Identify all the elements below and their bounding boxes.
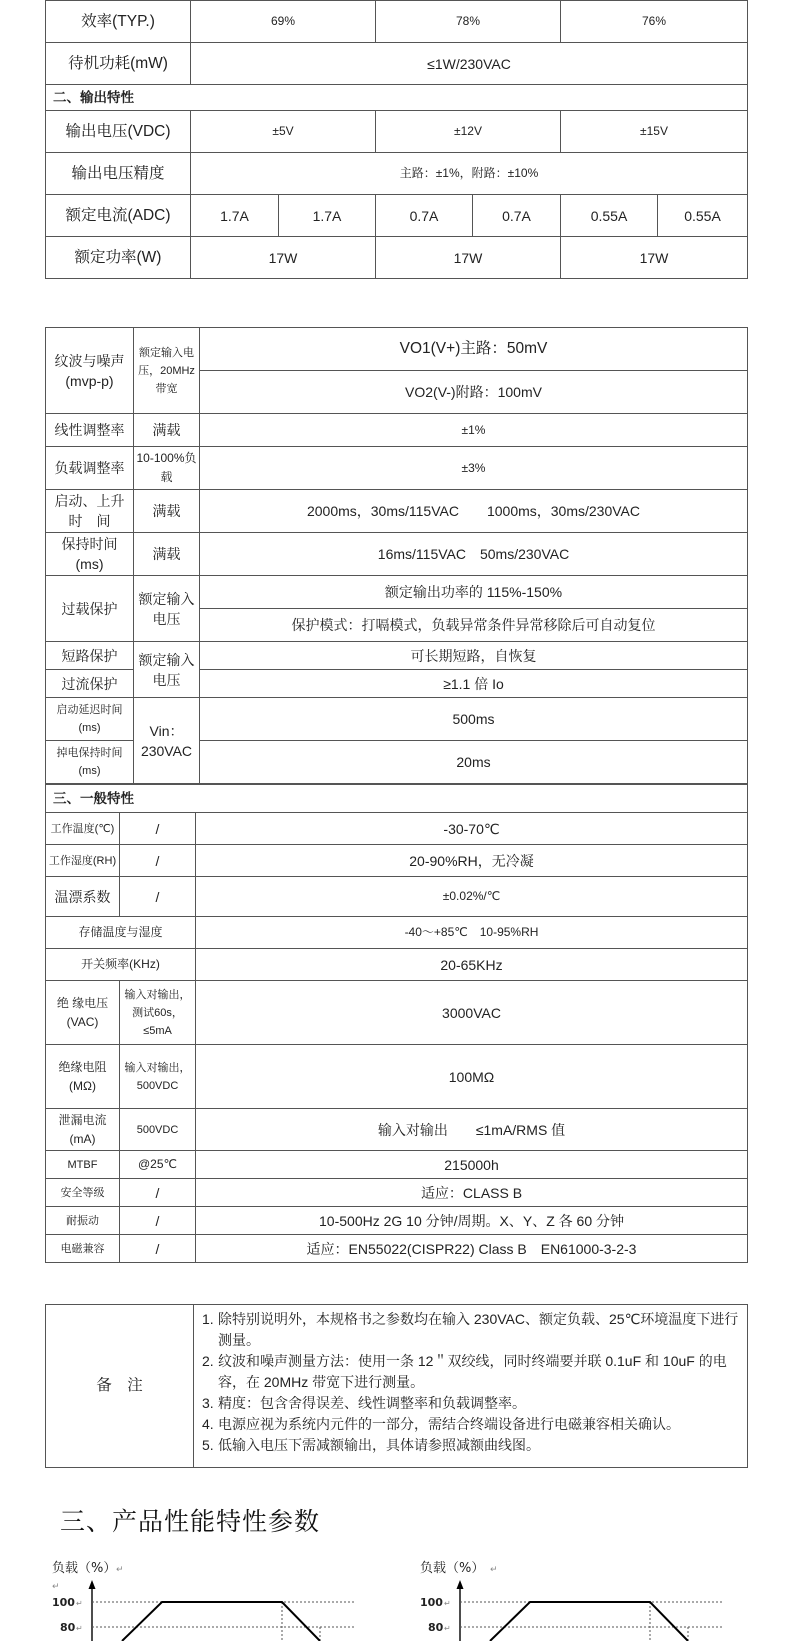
switching-frequency-label: 开关频率(KHz)	[46, 949, 196, 981]
line-regulation-value: ±1%	[200, 414, 748, 447]
storage-temp-humidity-value: -40～+85℃ 10-95%RH	[196, 917, 748, 949]
short-circuit-label: 短路保护	[46, 642, 134, 670]
overload-threshold-value: 额定输出功率的 115%-150%	[200, 576, 748, 609]
operating-humidity-label: 工作湿度(RH)	[46, 845, 120, 877]
y-tick-mark: ↵	[76, 1599, 83, 1608]
hold-time-label: 保持时间(ms)	[46, 533, 134, 576]
overload-protection-label: 过载保护	[46, 576, 134, 642]
chart-y-axis-arrow	[89, 1580, 96, 1589]
isolation-resistance-value: 100MΩ	[196, 1045, 748, 1109]
notes-table	[45, 1304, 748, 1468]
derating-chart-right	[418, 1554, 748, 1641]
isolation-voltage-label: 绝 缘电压(VAC)	[46, 981, 120, 1045]
derating-curve	[122, 1602, 320, 1641]
operating-humidity-value: 20-90%RH，无冷凝	[196, 845, 748, 877]
efficiency-label: 效率(TYP.)	[46, 1, 191, 43]
y-tick-label: 100	[52, 1596, 75, 1609]
startup-delay-value: 500ms	[200, 698, 748, 741]
overcurrent-value: ≥1.1 倍 Io	[200, 670, 748, 698]
chart-title: 负载（%）	[52, 1561, 117, 1576]
note-item: 5. 低输入电压下需减额输出，具体请参照减额曲线图。	[202, 1437, 540, 1453]
rated-current-value: 1.7A	[279, 195, 376, 237]
vibration-condition: /	[120, 1207, 196, 1235]
spec-table-output	[45, 0, 748, 279]
y-tick-mark: ↵	[444, 1599, 451, 1608]
rated-power-label: 额定功率(W)	[46, 237, 191, 279]
y-tick-mark: ↵	[76, 1624, 83, 1633]
safety-class-value: 适应：CLASS B	[196, 1179, 748, 1207]
spec-table-protection	[45, 327, 748, 784]
rated-current-value: 1.7A	[191, 195, 279, 237]
leakage-current-label: 泄漏电流(mA)	[46, 1109, 120, 1151]
hold-time-condition: 满载	[134, 533, 200, 576]
emc-value: 适应：EN55022(CISPR22) Class B EN61000-3-2-3	[196, 1235, 748, 1263]
rated-current-value: 0.7A	[376, 195, 473, 237]
switching-frequency-value: 20-65KHz	[196, 949, 748, 981]
leakage-current-condition: 500VDC	[120, 1109, 196, 1151]
operating-temp-label: 工作温度(℃)	[46, 813, 120, 845]
power-down-hold-value: 20ms	[200, 741, 748, 784]
protection-condition: 额定输入电压	[134, 642, 200, 698]
short-circuit-value: 可长期短路，自恢复	[200, 642, 748, 670]
derating-curve	[490, 1602, 688, 1641]
isolation-resistance-label: 绝缘电阻(MΩ)	[46, 1045, 120, 1109]
overload-protection-condition: 额定输入电压	[134, 576, 200, 642]
emc-label: 电磁兼容	[46, 1235, 120, 1263]
power-down-hold-label: 掉电保持时间(ms)	[46, 741, 134, 784]
overcurrent-label: 过流保护	[46, 670, 134, 698]
line-regulation-label: 线性调整率	[46, 414, 134, 447]
rated-power-12v: 17W	[376, 237, 561, 279]
note-item: 2. 纹波和噪声测量方法：使用一条 12＂双绞线，同时终端要并联 0.1uF 和 10uF 的电容，在 20MHz 带宽下进行测量。	[202, 1353, 727, 1390]
mtbf-label: MTBF	[46, 1151, 120, 1179]
output-voltage-5v: ±5V	[191, 111, 376, 153]
voltage-accuracy-value: 主路：±1%，附路：±10%	[191, 153, 748, 195]
rise-time-value: 2000ms，30ms/115VAC 1000ms，30ms/230VAC	[200, 490, 748, 533]
temp-coefficient-value: ±0.02%/℃	[196, 877, 748, 917]
vibration-value: 10-500Hz 2G 10 分钟/周期。X、Y、Z 各 60 分钟	[196, 1207, 748, 1235]
efficiency-value-15v: 76%	[561, 1, 748, 43]
isolation-resistance-condition: 输入对输出，500VDC	[120, 1045, 196, 1109]
line-regulation-condition: 满载	[134, 414, 200, 447]
rated-current-value: 0.55A	[561, 195, 658, 237]
rated-current-label: 额定电流(ADC)	[46, 195, 191, 237]
standby-power-label: 待机功耗(mW)	[46, 43, 191, 85]
section-output-header: 二、输出特性	[46, 85, 748, 111]
notes-content	[194, 1305, 748, 1468]
ripple-noise-aux: VO2(V-)附路：100mV	[200, 371, 748, 414]
chart-title: 负载（%）	[420, 1561, 485, 1576]
load-regulation-value: ±3%	[200, 447, 748, 490]
hold-time-value: 16ms/115VAC 50ms/230VAC	[200, 533, 748, 576]
safety-class-condition: /	[120, 1179, 196, 1207]
output-voltage-15v: ±15V	[561, 111, 748, 153]
y-tick-label: 80	[428, 1621, 444, 1634]
vibration-label: 耐振动	[46, 1207, 120, 1235]
isolation-voltage-value: 3000VAC	[196, 981, 748, 1045]
leakage-current-value: 输入对输出 ≤1mA/RMS 值	[196, 1109, 748, 1151]
section-general-header: 三、一般特性	[46, 785, 748, 813]
startup-delay-label: 启动延迟时间(ms)	[46, 698, 134, 741]
derating-chart-svg	[418, 1554, 748, 1641]
rated-current-value: 0.55A	[658, 195, 748, 237]
notes-label: 备 注	[46, 1305, 194, 1468]
chart-title-mark: ↵	[490, 1565, 498, 1575]
vin-condition: Vin：230VAC	[134, 698, 200, 784]
standby-power-value: ≤1W/230VAC	[191, 43, 748, 85]
chart-title-mark: ↵	[116, 1565, 124, 1575]
voltage-accuracy-label: 输出电压精度	[46, 153, 191, 195]
load-regulation-condition: 10-100%负载	[134, 447, 200, 490]
output-voltage-12v: ±12V	[376, 111, 561, 153]
efficiency-value-5v: 69%	[191, 1, 376, 43]
section-performance-heading: 三、产品性能特性参数	[60, 1507, 321, 1536]
note-item: 4. 电源应视为系统内元件的一部分，需结合终端设备进行电磁兼容相关确认。	[202, 1416, 680, 1432]
rise-time-label: 启动、上升时 间	[46, 490, 134, 533]
y-tick-mark: ↵	[444, 1624, 451, 1633]
ripple-noise-main: VO1(V+)主路：50mV	[200, 328, 748, 371]
emc-condition: /	[120, 1235, 196, 1263]
note-item: 3. 精度：包含舍得误差、线性调整率和负载调整率。	[202, 1395, 526, 1411]
safety-class-label: 安全等级	[46, 1179, 120, 1207]
storage-temp-humidity-label: 存储温度与湿度	[46, 917, 196, 949]
derating-chart-left	[50, 1554, 380, 1641]
operating-temp-condition: /	[120, 813, 196, 845]
load-regulation-label: 负载调整率	[46, 447, 134, 490]
y-tick-label: 100	[420, 1596, 443, 1609]
rated-power-15v: 17W	[561, 237, 748, 279]
y-tick-label: 80	[60, 1621, 76, 1634]
note-item: 1. 除特别说明外，本规格书之参数均在输入 230VAC、额定负载、25℃环境温度下进行测量。	[202, 1311, 739, 1348]
mtbf-value: 215000h	[196, 1151, 748, 1179]
output-voltage-label: 输出电压(VDC)	[46, 111, 191, 153]
rated-power-5v: 17W	[191, 237, 376, 279]
operating-temp-value: -30-70℃	[196, 813, 748, 845]
rise-time-condition: 满载	[134, 490, 200, 533]
derating-chart-svg	[50, 1554, 380, 1641]
chart-y-axis-arrow	[457, 1580, 464, 1589]
isolation-voltage-condition: 输入对输出，测试60s，≤5mA	[120, 981, 196, 1045]
temp-coefficient-condition: /	[120, 877, 196, 917]
ripple-noise-label: 纹波与噪声(mvp-p)	[46, 328, 134, 414]
rated-current-value: 0.7A	[473, 195, 561, 237]
overload-mode-value: 保护模式：打嗝模式，负载异常条件异常移除后可自动复位	[200, 609, 748, 642]
operating-humidity-condition: /	[120, 845, 196, 877]
ripple-noise-condition: 额定输入电压，20MHz带宽	[134, 328, 200, 414]
temp-coefficient-label: 温漂系数	[46, 877, 120, 917]
efficiency-value-12v: 78%	[376, 1, 561, 43]
spec-table-general	[45, 784, 748, 1263]
mtbf-condition: @25℃	[120, 1151, 196, 1179]
chart-return-mark: ↵	[52, 1582, 60, 1592]
